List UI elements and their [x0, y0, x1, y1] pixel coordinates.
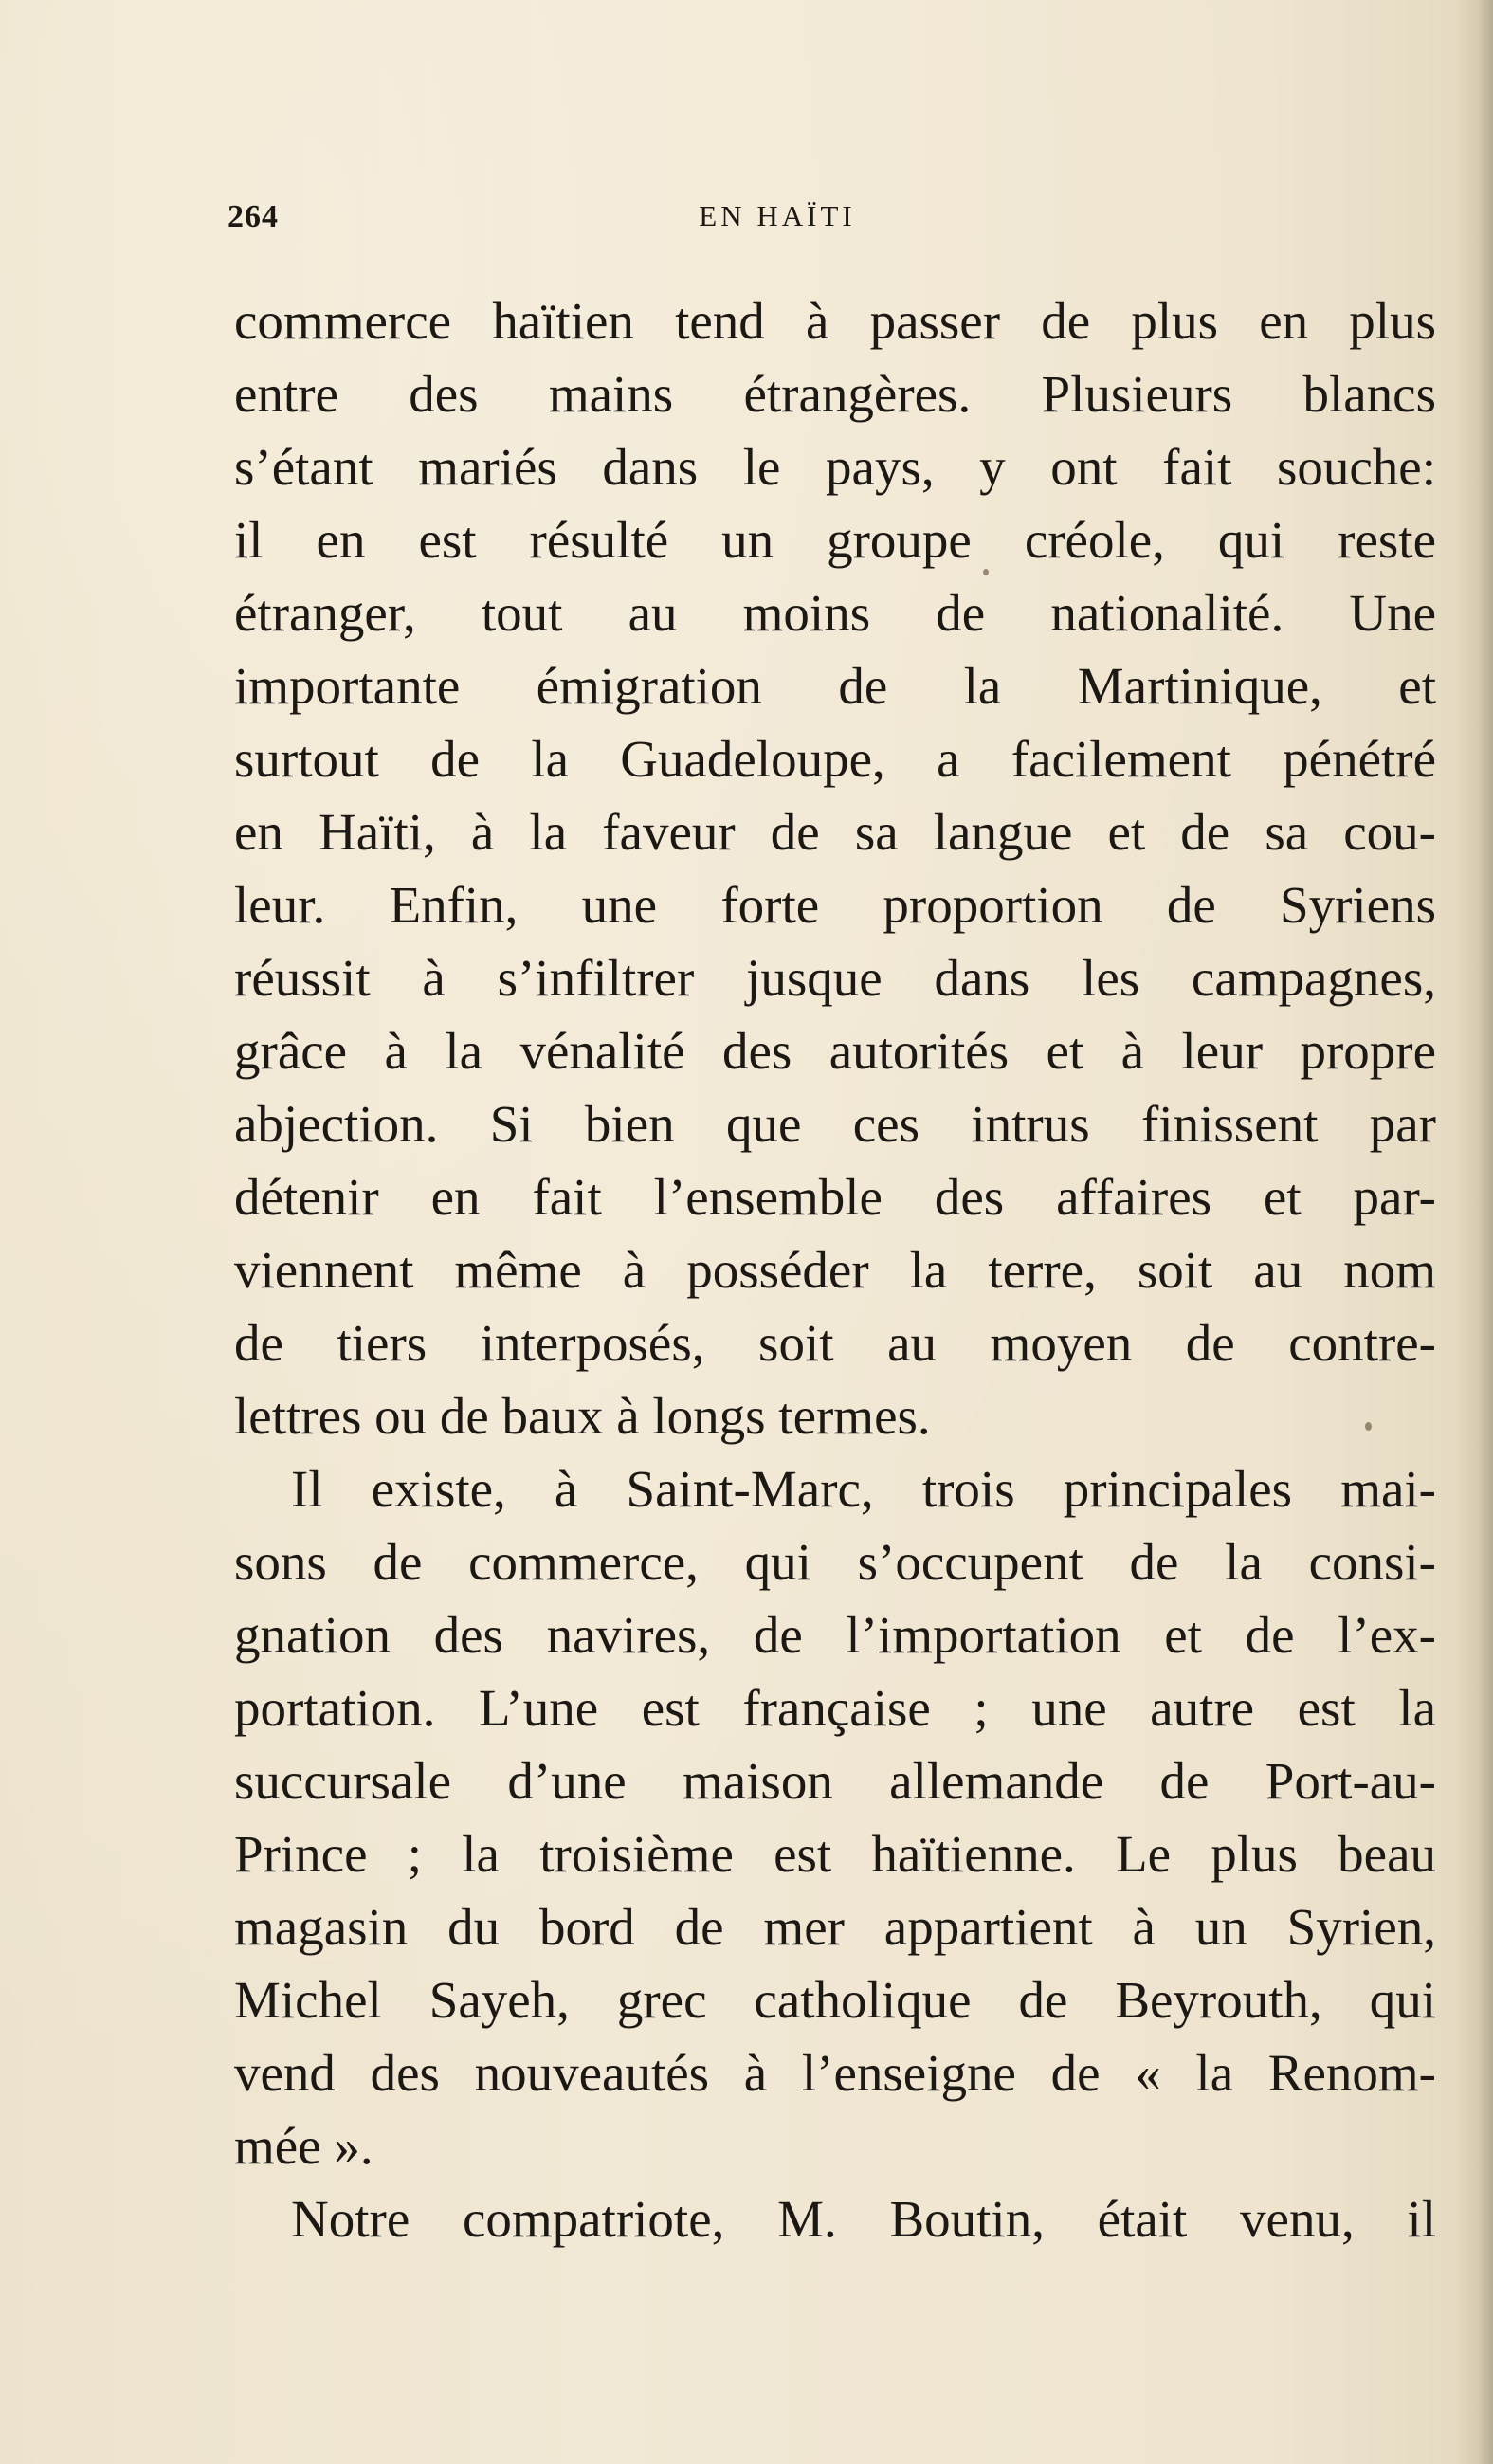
text-line: s’étant mariés dans le pays, y ont fait souche:	[234, 438, 1436, 496]
text-line: Michel Sayeh, grec catholique de Beyrouth, qui	[234, 1971, 1436, 2029]
paragraph-end-line: mée ».	[234, 2117, 373, 2175]
text-line: gnation des navires, de l’importation et de l’ex-	[234, 1606, 1436, 1664]
page-header	[228, 199, 1431, 246]
text-line: vend des nouveautés à l’enseigne de « la Renom-	[234, 2044, 1436, 2102]
paragraph-end-line: lettres ou de baux à longs termes.	[234, 1387, 931, 1445]
text-line: commerce haïtien tend à passer de plus en plus	[234, 292, 1436, 350]
text-line: sons de commerce, qui s’occupent de la consi-	[234, 1533, 1436, 1591]
text-line: entre des mains étrangères. Plusieurs blancs	[234, 365, 1436, 423]
text-line: réussit à s’infiltrer jusque dans les campagnes,	[234, 949, 1436, 1007]
text-line: grâce à la vénalité des autorités et à leur propre	[234, 1022, 1436, 1080]
text-line: portation. L’une est française ; une autre est la	[234, 1679, 1436, 1737]
text-line: surtout de la Guadeloupe, a facilement pénétré	[234, 730, 1436, 788]
text-line: leur. Enfin, une forte proportion de Syriens	[234, 876, 1436, 934]
text-line: Prince ; la troisième est haïtienne. Le plus beau	[234, 1825, 1436, 1883]
text-line: en Haïti, à la faveur de sa langue et de sa cou-	[234, 803, 1436, 861]
ink-speck	[1365, 1422, 1372, 1431]
text-line: importante émigration de la Martinique, et	[234, 657, 1436, 715]
running-title: EN HAÏTI	[699, 199, 856, 232]
text-line: succursale d’une maison allemande de Port-au-	[234, 1752, 1436, 1810]
paragraph-start-line: Il existe, à Saint-Marc, trois principales mai-	[291, 1460, 1436, 1518]
text-line: magasin du bord de mer appartient à un Syrien,	[234, 1898, 1436, 1956]
text-line: étranger, tout au moins de nationalité. Une	[234, 584, 1436, 642]
text-line: il en est résulté un groupe créole, qui reste	[234, 511, 1436, 569]
body-text	[234, 284, 1436, 2255]
text-line: abjection. Si bien que ces intrus finissent par	[234, 1095, 1436, 1153]
text-line: détenir en fait l’ensemble des affaires et par-	[234, 1168, 1436, 1226]
page-number: 264	[228, 199, 279, 234]
ink-speck	[983, 569, 989, 575]
text-line: de tiers interposés, soit au moyen de contre-	[234, 1314, 1436, 1372]
page-edge-shadow	[1455, 0, 1493, 2464]
text-line: viennent même à posséder la terre, soit au nom	[234, 1241, 1436, 1299]
paragraph-start-line: Notre compatriote, M. Boutin, était venu, il	[291, 2190, 1436, 2248]
